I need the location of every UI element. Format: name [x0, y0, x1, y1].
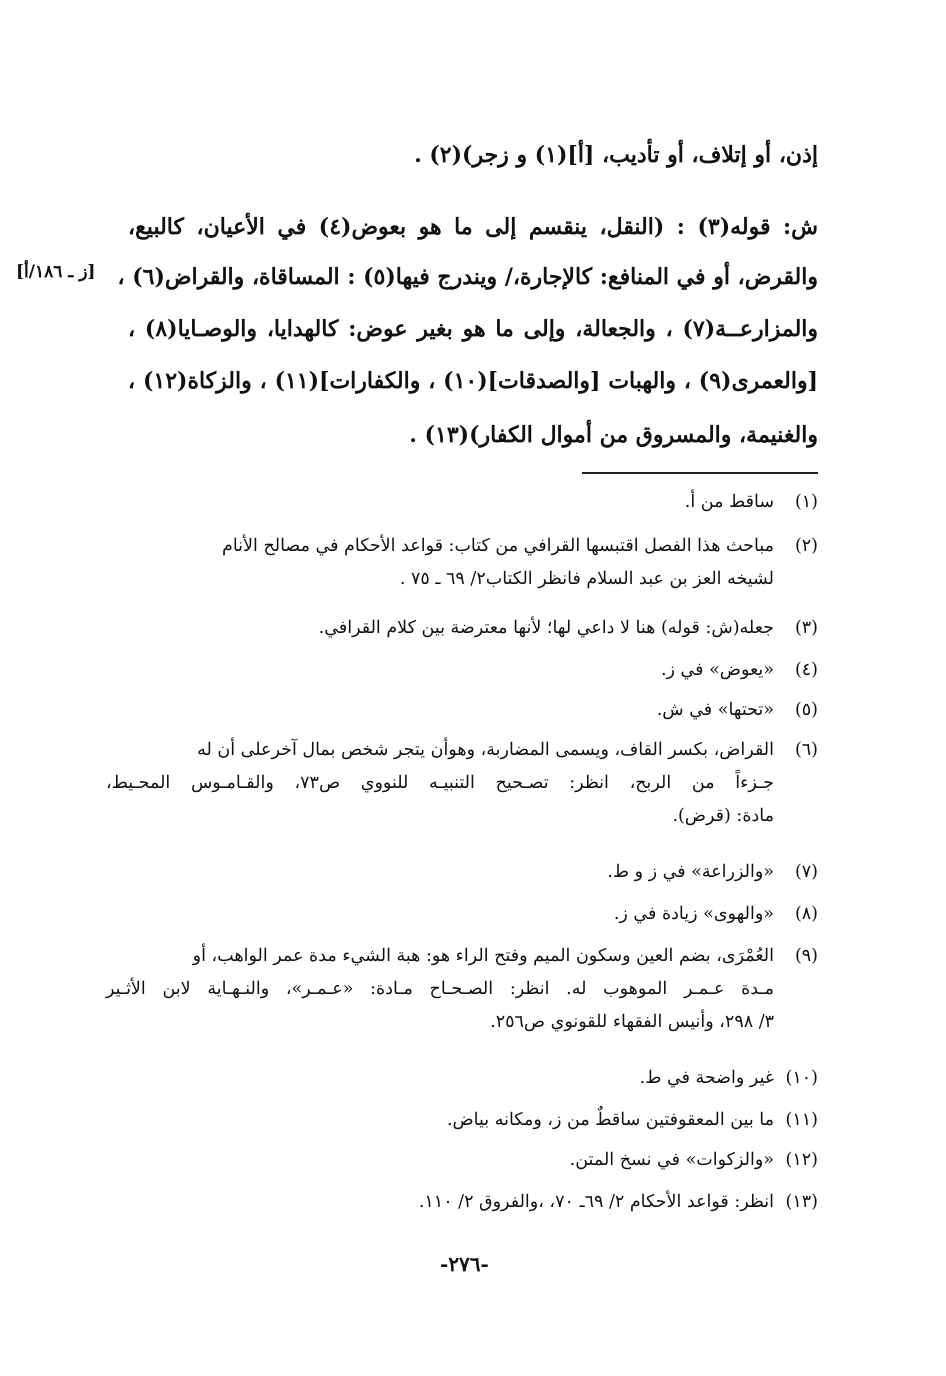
main-text-line: ش: قوله(٣) : (النقل، ينقسم إلى ما هو بعوض(٤) في الأعيان، كالبيع، — [128, 214, 818, 240]
main-text-line: [والعمرى(٩) ، والهبات [والصدقات](١٠) ، والكفارات](١١) ، والزكاة(١٢) ، — [128, 368, 818, 394]
footnote — [106, 856, 818, 889]
footnote-number: (٦) — [794, 740, 818, 760]
footnote-text: غير واضحة في ط. — [639, 1068, 774, 1088]
footnote — [106, 612, 818, 645]
footnote — [106, 734, 818, 833]
footnote — [106, 694, 818, 727]
footnote-divider — [582, 472, 818, 474]
footnote-text: ٣/ ٢٩٨، وأنيس الفقهاء للقونوي ص٢٥٦. — [490, 1012, 774, 1032]
main-text-line: إذن، أو إتلاف، أو تأديب، [أ](١) و زجر)(٢) . — [414, 142, 818, 168]
footnote — [106, 1186, 818, 1219]
footnote-text: مباحث هذا الفصل اقتبسها القرافي من كتاب: قواعد الأحكام في مصالح الأنام — [222, 536, 774, 556]
footnote-text: «والهوى» زيادة في ز. — [613, 904, 774, 924]
footnote — [106, 940, 818, 1039]
footnote-number: (٨) — [794, 904, 818, 924]
footnote-text: مـدة عـمـر الموهوب له. انظر: الصـحـاح مـادة: «عـمـر»، والنـهـاية لابن الأثـير — [106, 979, 774, 999]
footnote-text: جعله(ش: قوله) هنا لا داعي لها؛ لأنها معترضة بين كلام القرافي. — [318, 618, 774, 638]
footnote-text: «والزكوات» في نسخ المتن. — [569, 1150, 774, 1170]
footnote-number: (٥) — [794, 700, 818, 720]
footnote — [106, 654, 818, 687]
footnote — [106, 898, 818, 931]
main-text-line: والقرض، أو في المنافع: كالإجارة،/ ويندرج فيها(٥) : المساقاة، والقراض(٦) ، — [117, 264, 818, 290]
footnote-text: لشيخه العز بن عبد السلام فانظر الكتاب٢/ ٦٩ ـ ٧٥ . — [399, 569, 774, 589]
footnote — [106, 530, 818, 596]
footnote-number: (١١) — [785, 1110, 818, 1130]
footnote-number: (٢) — [794, 536, 818, 556]
footnote-number: (١) — [794, 492, 818, 512]
footnote-text: العُمْرَى، بضم العين وسكون الميم وفتح الراء هو: هبة الشيء مدة عمر الواهب، أو — [192, 946, 774, 966]
footnote — [106, 486, 818, 519]
footnote-text: ساقط من أ. — [684, 492, 774, 512]
footnote-number: (١٢) — [785, 1150, 818, 1170]
footnote-number: (١٠) — [785, 1068, 818, 1088]
footnote-text: ما بين المعقوفتين ساقطٌ من ز، ومكانه بياض. — [446, 1110, 774, 1130]
margin-manuscript-note: [ز ـ ١٨٦/أ] — [16, 262, 96, 282]
footnote-number: (١٣) — [785, 1192, 818, 1212]
footnote-text: «يعوض» في ز. — [660, 660, 774, 680]
footnote-number: (٣) — [794, 618, 818, 638]
main-text-line: والمزارعــة(٧) ، والجعالة، وإلى ما هو بغير عوض: كالهدايا، والوصـايا(٨) ، — [128, 316, 819, 342]
page-number: -٢٧٦- — [440, 1252, 489, 1276]
footnote-text: انظر: قواعد الأحكام ٢/ ٦٩ـ ٧٠، ،والفروق ٢/ ١١٠. — [418, 1192, 774, 1212]
footnote-text: «تحتها» في ش. — [656, 700, 774, 720]
footnote-text: مادة: (قرض). — [672, 806, 774, 826]
footnote-text: «والزراعة» في ز و ط. — [607, 862, 774, 882]
main-text-line: والغنيمة، والمسروق من أموال الكفار)(١٣) . — [409, 422, 818, 448]
footnote — [106, 1062, 818, 1095]
footnote — [106, 1144, 818, 1177]
footnote — [106, 1104, 818, 1137]
footnote-number: (٧) — [794, 862, 818, 882]
footnote-text: جـزءاً من الربح، انظر: تصـحيح التنبيـه للنووي ص٧٣، والقـامـوس المحـيط، — [106, 773, 774, 793]
footnote-text: القراض، بكسر القاف، ويسمى المضاربة، وهوأن يتجر شخص بمال آخرعلى أن له — [197, 740, 774, 760]
footnote-number: (٩) — [794, 946, 818, 966]
footnote-number: (٤) — [794, 660, 818, 680]
